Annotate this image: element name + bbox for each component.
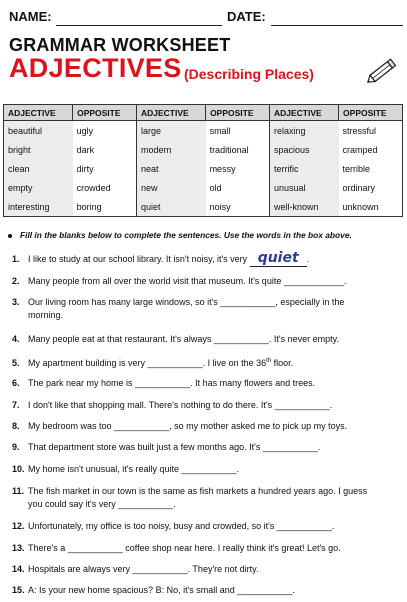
question-text: I don't like that shopping mall. There's nothing to do there. It's ___________. [28, 400, 333, 410]
table-cell: spacious [269, 140, 338, 159]
question-15: 15. A: Is your new home spacious? B: No, it's small and ___________. [12, 585, 295, 595]
table-cell: ordinary [342, 182, 376, 193]
question-text-continued: morning. [28, 310, 64, 320]
column-header: ADJECTIVE [4, 105, 73, 121]
table-cell: dirty [73, 159, 137, 178]
question-2: 2. Many people from all over the world visit that museum. It's quite ____________. [12, 276, 347, 286]
question-text: That department store was built just a few months ago. It's ___________. [28, 442, 321, 452]
question-text: My home isn't unusual, it's really quite ___________. [28, 464, 240, 474]
question-text: The park near my home is ___________. It has many flowers and trees. [28, 378, 316, 388]
question-12: 12. Unfortunately, my office is too noisy, busy and crowded, so it's ___________. [12, 521, 335, 531]
table-row [4, 121, 403, 141]
question-5: 5. My apartment building is very ___________. I live on the 36th floor. [12, 358, 294, 368]
subject-title: ADJECTIVES [9, 53, 182, 83]
question-9: 9. That department store was built just a few months ago. It's ___________. [12, 442, 321, 452]
instruction-text: Fill in the blanks below to complete the sentences. Use the words in the box above. [20, 230, 352, 240]
column-header: OPPOSITE [339, 105, 403, 121]
table-cell: boring [73, 197, 137, 217]
table-cell: bright [4, 140, 73, 159]
question-text: Many people eat at that restaurant. It's always ___________. It's never empty. [28, 334, 339, 344]
question-text: Hospitals are always very ___________. They're not dirty. [28, 564, 259, 574]
table-header-row [4, 105, 403, 121]
table-cell: messy [206, 159, 270, 178]
question-text: A: Is your new home spacious? B: No, it's small and ___________. [28, 585, 295, 595]
question-11: 11. The fish market in our town is the same as fish markets a hundred years ago. I guess you could say it's very ___________. [12, 485, 402, 511]
table-cell: noisy [206, 197, 270, 217]
table-cell: empty [4, 178, 73, 197]
question-text: Our living room has many large windows, so it's ___________, especially in the [28, 297, 345, 307]
subtitle: (Describing Places) [184, 66, 314, 82]
question-13: 13. There's a ___________ coffee shop near here. I really think it's great! Let's go. [12, 543, 341, 553]
table-cell: quiet [136, 197, 205, 217]
column-header: OPPOSITE [206, 105, 270, 121]
question-text: There's a ___________ coffee shop near here. I really think it's great! Let's go. [28, 543, 341, 553]
table-row [4, 197, 403, 217]
question-8: 8. My bedroom was too ___________, so my mother asked me to pick up my toys. [12, 421, 348, 431]
question-4: 4. Many people eat at that restaurant. It's always ___________. It's never empty. [12, 334, 339, 344]
question-6: 6. The park near my home is ___________. It has many flowers and trees. [12, 378, 316, 388]
table-cell: ugly [73, 121, 137, 141]
question-3: 3. Our living room has many large windows, so it's ___________, especially in the morning. [12, 296, 402, 322]
table-cell: old [206, 178, 270, 197]
date-label: DATE: [227, 9, 266, 24]
table-cell: modern [136, 140, 205, 159]
column-header: ADJECTIVE [136, 105, 205, 121]
table-row [4, 159, 403, 178]
table-cell: stressful [342, 125, 377, 136]
table-cell: neat [136, 159, 205, 178]
table-cell: unknown [342, 201, 379, 212]
question-7: 7. I don't like that shopping mall. There's nothing to do there. It's ___________. [12, 400, 333, 410]
table-cell: new [136, 178, 205, 197]
name-field[interactable] [56, 25, 222, 26]
instruction [8, 230, 352, 240]
question-text: The fish market in our town is the same as fish markets a hundred years ago. I guess [28, 486, 368, 496]
question-text: Many people from all over the world visit that museum. It's quite ____________. [28, 276, 347, 286]
table-cell: beautiful [4, 121, 73, 141]
bullet-icon [8, 234, 12, 238]
table-cell: large [136, 121, 205, 141]
table-cell: crowded [73, 178, 137, 197]
page-title: GRAMMAR WORKSHEET [9, 35, 231, 55]
column-header: ADJECTIVE [269, 105, 338, 121]
table-cell: traditional [206, 140, 270, 159]
column-header: OPPOSITE [73, 105, 137, 121]
name-label: NAME: [9, 9, 52, 24]
table-cell: unusual [269, 178, 338, 197]
question-text-continued: you could say it's very ___________. [28, 499, 176, 509]
table-cell: small [206, 121, 270, 141]
table-cell: terrific [269, 159, 338, 178]
table-cell: terrible [342, 163, 371, 174]
question-text: My apartment building is very ___________. I live on the 36 [28, 358, 267, 368]
question-1: 1. I like to study at our school library. It isn't noisy, it's very quiet . [12, 250, 310, 266]
date-field[interactable] [271, 25, 403, 26]
question-text: Unfortunately, my office is too noisy, busy and crowded, so it's ___________. [28, 521, 335, 531]
word-table [3, 104, 403, 217]
table-cell: well-known [269, 197, 338, 217]
table-cell: dark [73, 140, 137, 159]
question-text: I like to study at our school library. It isn't noisy, it's very [28, 254, 250, 264]
table-cell: relaxing [269, 121, 338, 141]
question-text: My bedroom was too ___________, so my mother asked me to pick up my toys. [28, 421, 348, 431]
question-14: 14. Hospitals are always very ___________. They're not dirty. [12, 564, 259, 574]
pencil-icon [364, 56, 400, 86]
table-cell: interesting [4, 197, 73, 217]
answer-blank-filled[interactable]: quiet [250, 250, 307, 267]
table-cell: clean [4, 159, 73, 178]
question-10: 10. My home isn't unusual, it's really quite ___________. [12, 464, 240, 474]
table-cell: cramped [342, 144, 378, 155]
table-row [4, 140, 403, 159]
table-row [4, 178, 403, 197]
